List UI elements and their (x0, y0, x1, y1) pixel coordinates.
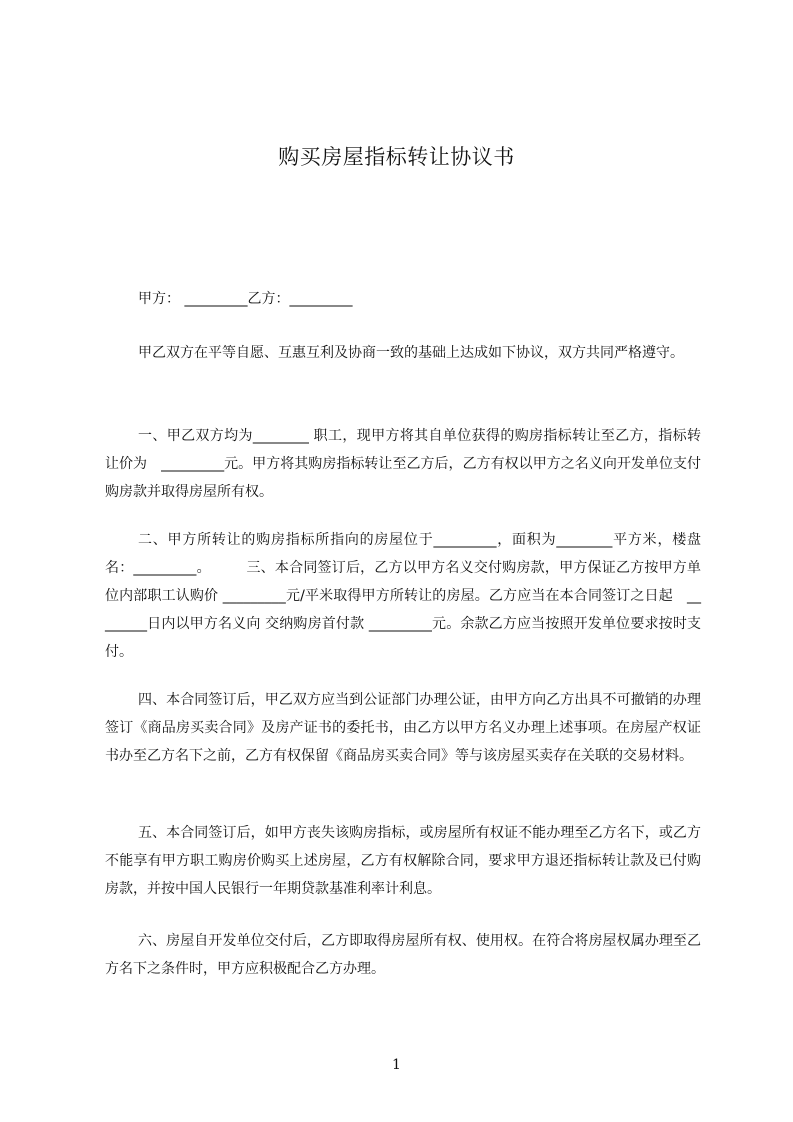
clause-1-paragraph: 一、甲乙双方均为________ 职工，现甲方将其自单位获得的购房指标转让至乙方，指标转让价为 _________元。甲方将其购房指标转让至乙方后，乙方有权以甲方之名义向开发单位支付购房款并取得房屋所有权。 (105, 428, 701, 500)
parties-line: 甲方： _________乙方：_________ (138, 291, 353, 307)
document-title: 购买房屋指标转让协议书 (278, 145, 515, 169)
clause-2-3-paragraph: 二、甲方所转让的购房指标所指向的房屋位于_________，面积为________平方米，楼盘名：_________。 三、本合同签订后，乙方以甲方名义交付购房款，甲方保证乙方按甲方单位内部职工认购价 _________元/平米取得甲方所转让的房屋。乙方应当在本合同签订之日起 ________日内以甲方名义向 交纳购房首付款 _________元。余款乙方应当按照开发单位要求按时支付。 (105, 532, 701, 660)
page-number: 1 (392, 1057, 401, 1073)
clause-5-paragraph: 五、本合同签订后，如甲方丧失该购房指标，或房屋所有权证不能办理至乙方名下，或乙方不能享有甲方职工购房价购买上述房屋，乙方有权解除合同，要求甲方退还指标转让款及已付购房款，并按中国人民银行一年期贷款基准利率计利息。 (105, 825, 701, 897)
clause-4-paragraph: 四、本合同签订后，甲乙双方应当到公证部门办理公证，由甲方向乙方出具不可撤销的办理签订《商品房买卖合同》及房产证书的委托书，由乙方以甲方名义办理上述事项。在房屋产权证书办至乙方名下之前，乙方有权保留《商品房买卖合同》等与该房屋买卖存在关联的交易材料。 (105, 692, 701, 764)
clause-6-paragraph: 六、房屋自开发单位交付后，乙方即取得房屋所有权、使用权。在符合将房屋权属办理至乙方名下之条件时，甲方应积极配合乙方办理。 (105, 933, 701, 977)
intro-paragraph: 甲乙双方在平等自愿、互惠互利及协商一致的基础上达成如下协议，双方共同严格遵守。 (138, 345, 684, 361)
